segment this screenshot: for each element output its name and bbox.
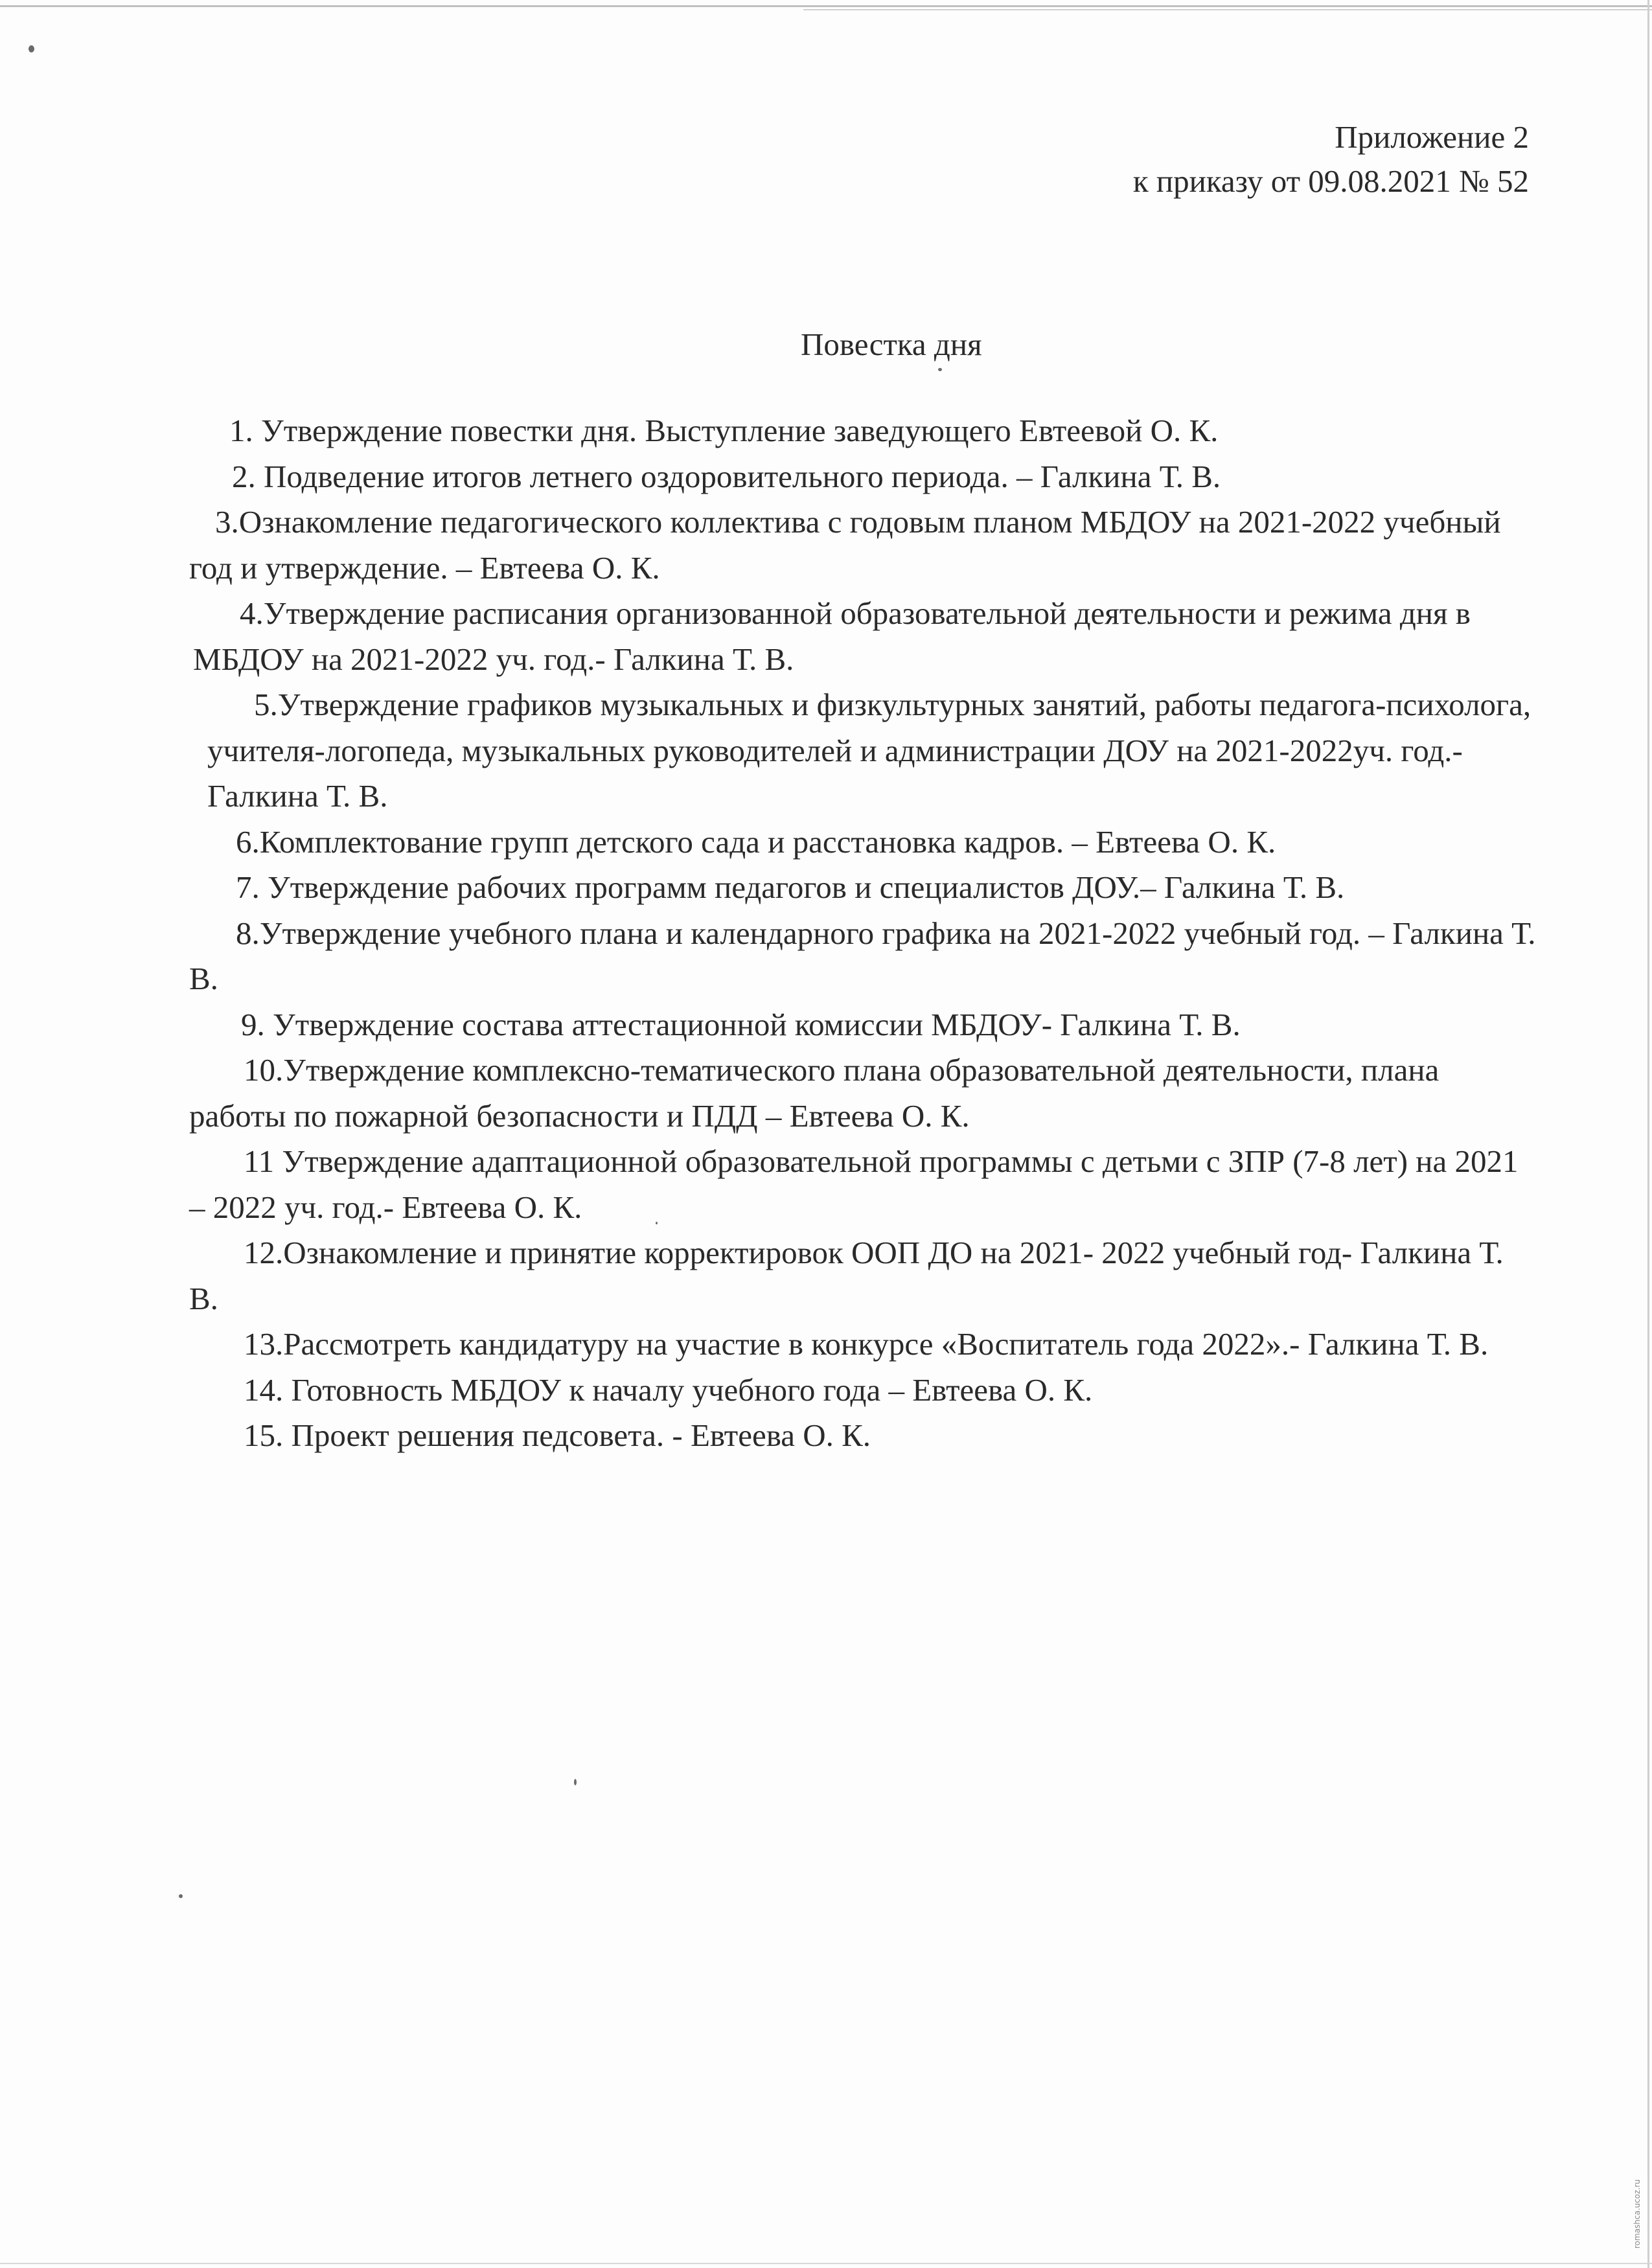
agenda-item: 13.Рассмотреть кандидатуру на участие в конкурсе «Воспитатель года 2022».- Галкина Т. В. [244,1326,1489,1362]
scan-edge-right [1647,0,1649,2268]
scan-edge-top-inner [803,9,1652,10]
scan-speck [29,45,34,52]
scan-edge-top [0,5,1652,7]
agenda-item: 15. Проект решения педсовета. - Евтеева О. К. [244,1417,871,1453]
agenda-item: 10.Утверждение комплексно-тематического плана образовательной деятельности, плана работы по пожарной безопасности и ПДД – Евтеева О. К. [189,1052,1440,1134]
agenda-item: 5.Утверждение графиков музыкальных и физкультурных занятий, работы педагога-психолога, учителя-логопеда, музыкальных руководителей и администрации ДОУ на 2021-2022уч. год.- Галкина Т. В. [207,687,1532,814]
document-reference [1133,115,1529,203]
scan-speck [938,368,942,371]
agenda-item: 2. Подведение итогов летнего оздоровительного периода. – Галкина Т. В. [232,458,1221,494]
agenda-item: 1. Утверждение повестки дня. Выступление заведующего Евтеевой О. К. [229,413,1219,448]
agenda-item: 8.Утверждение учебного плана и календарного графика на 2021-2022 учебный год. – Галкина Т. В. [189,915,1536,996]
scan-edge-bottom [0,2263,1652,2264]
agenda-item: 11 Утверждение адаптационной образовательной программы с детьми с ЗПР (7-8 лет) на 2021 – 2022 уч. год.- Евтеева О. К. [189,1143,1519,1225]
agenda-item: 9. Утверждение состава аттестационной комиссии МБДОУ- Галкина Т. В. [241,1006,1241,1042]
scan-speck [179,1894,183,1898]
page-title: Повестка дня [801,326,982,362]
appendix-label: Приложение 2 [1335,119,1529,155]
agenda-item: 4.Утверждение расписания организованной образовательной деятельности и режима дня в МБДОУ на 2021-2022 уч. год.- Галкина Т. В. [193,595,1471,677]
scan-speck [574,1779,577,1785]
agenda-item: 7. Утверждение рабочих программ педагогов и специалистов ДОУ.– Галкина Т. В. [236,869,1345,905]
agenda-item: 14. Готовность МБДОУ к началу учебного года – Евтеева О. К. [244,1371,1093,1408]
agenda-item: 12.Ознакомление и принятие корректировок ООП ДО на 2021- 2022 учебный год- Галкина Т. В. [189,1235,1504,1316]
order-reference: к приказу от 09.08.2021 № 52 [1132,163,1529,199]
agenda-item: 3.Ознакомление педагогического коллектива с годовым планом МБДОУ на 2021-2022 учебный год и утверждение. – Евтеева О. К. [189,504,1501,586]
agenda-item: 6.Комплектование групп детского сада и расстановка кадров. – Евтеева О. К. [236,823,1276,860]
agenda-list [189,408,1537,1459]
site-watermark: romashca.ucoz.ru [1633,2179,1642,2249]
